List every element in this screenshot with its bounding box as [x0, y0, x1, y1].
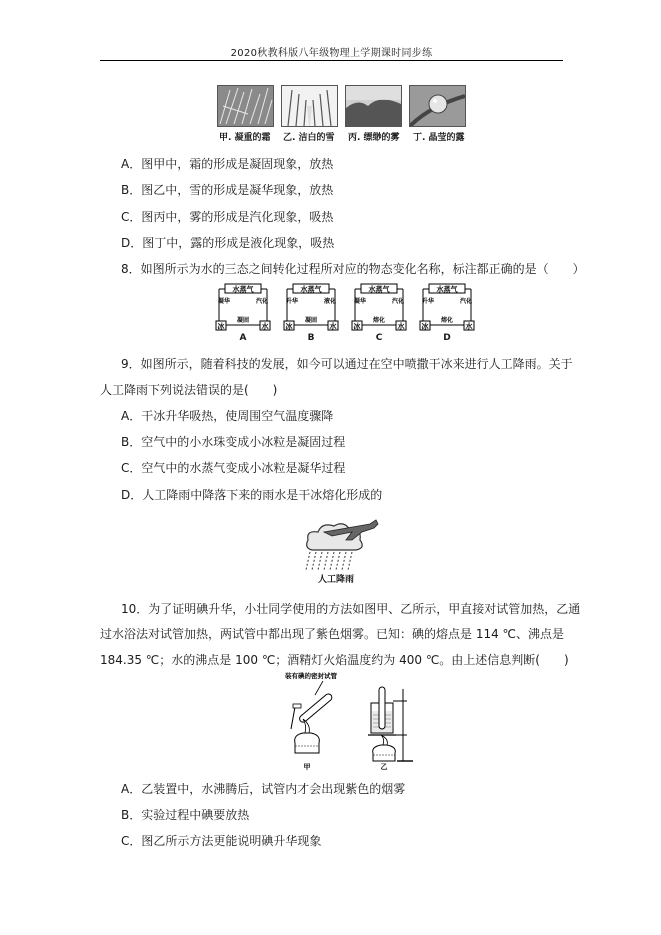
diagram-right-label: 液化 — [323, 298, 337, 305]
diagram-left-label: 凝华 — [353, 298, 367, 305]
diagram-bottom-label: 熔化 — [372, 317, 386, 324]
q8-diagram-c — [351, 283, 407, 331]
diagram-top-label: 水蒸气 — [300, 285, 322, 294]
diagram-ice-label: 冰 — [285, 322, 293, 331]
q9-option-c: C．空气中的水蒸气变成小冰粒是凝华过程 — [121, 461, 346, 475]
setup-yi — [368, 687, 413, 761]
dew-photo — [409, 85, 466, 127]
diagram-right-label: 汽化 — [255, 298, 269, 305]
diagram-letter: C — [375, 333, 383, 343]
q9-stem-line1: 9．如图所示，随着科技的发展，如今可以通过在空中喷撒干冰来进行人工降雨。关于 — [121, 357, 573, 371]
diagram-ice-label: 冰 — [421, 322, 429, 331]
photo-caption: 丁. 晶莹的露 — [413, 133, 465, 143]
photo-caption: 乙. 洁白的雪 — [283, 133, 335, 143]
frost-photo — [217, 85, 274, 127]
q7-option-d: D．图丁中，露的形成是液化现象，吸热 — [121, 236, 335, 250]
q10-option-b: B．实验过程中碘要放热 — [121, 808, 250, 822]
diagram-right-label: 汽化 — [391, 298, 405, 305]
q8-diagram-d — [419, 283, 475, 331]
diagram-bottom-label: 熔化 — [440, 317, 454, 324]
diagram-bottom-label: 凝固 — [236, 317, 250, 324]
diagram-water-label: 水 — [329, 322, 337, 331]
photo-strip — [217, 85, 463, 143]
diagram-right-label: 汽化 — [459, 298, 473, 305]
q10-stem-line1: 10．为了证明碘升华，小壮同学使用的方法如图甲、乙所示，甲直接对试管加热，乙通 — [121, 602, 581, 616]
q10-option-a: A．乙装置中，水沸腾后，试管内才会出现紫色的烟雾 — [121, 782, 406, 796]
q9-option-b: B．空气中的小水珠变成小冰粒是凝固过程 — [121, 435, 346, 449]
q10-option-c: C．图乙所示方法更能说明碘升华现象 — [121, 834, 322, 848]
sealed-tube-label: 装有碘的密封试管 — [285, 672, 337, 680]
q10-stem-line2: 过水浴法对试管加热，两试管中都出现了紫色烟雾。已知：碘的熔点是 114 ℃、沸点是 — [100, 627, 565, 641]
diagram-letter: A — [239, 333, 247, 343]
q7-option-a: A．图甲中，霜的形成是凝固现象，放热 — [121, 157, 334, 171]
diagram-left-label: 升华 — [285, 298, 299, 305]
diagram-water-label: 水 — [465, 322, 473, 331]
diagram-water-label: 水 — [261, 322, 269, 331]
diagram-top-label: 水蒸气 — [232, 285, 254, 294]
diagram-ice-label: 冰 — [217, 322, 225, 331]
diagram-bottom-label: 凝固 — [304, 317, 318, 324]
q9-option-d: D．人工降雨中降落下来的雨水是干冰熔化形成的 — [121, 488, 383, 502]
diagram-left-label: 升华 — [421, 298, 435, 305]
setup-jia — [291, 693, 333, 753]
photo-caption: 丙. 缥缈的雾 — [348, 133, 400, 143]
q7-option-b: B．图乙中，雪的形成是凝华现象，放热 — [121, 183, 334, 197]
page-header: 2020秋教科版八年级物理上学期课时同步练 — [230, 48, 433, 59]
q9-option-a: A．干冰升华吸热，使周围空气温度骤降 — [121, 409, 334, 423]
diagram-water-label: 水 — [397, 322, 405, 331]
diagram-top-label: 水蒸气 — [436, 285, 458, 294]
fog-photo — [345, 85, 402, 127]
q7-option-c: C．图丙中，雾的形成是汽化现象，吸热 — [121, 210, 334, 224]
header-rule — [100, 60, 563, 61]
snow-photo — [281, 85, 338, 127]
diagram-letter: D — [443, 333, 451, 343]
q8-diagram-b — [283, 283, 339, 331]
photo-caption: 甲. 凝重的霜 — [219, 133, 271, 143]
q8-diagram-a — [215, 283, 271, 331]
iodine-experiment-figure — [283, 671, 423, 771]
diagram-letter: B — [307, 333, 315, 343]
figure-label-yi: 乙 — [380, 763, 388, 771]
q10-stem-line3: 184.35 ℃；水的沸点是 100 ℃；酒精灯火焰温度约为 400 ℃。由上述信息判断( ) — [100, 653, 569, 667]
q8-diagrams — [215, 283, 477, 343]
figure-label-jia: 甲 — [303, 763, 311, 771]
diagram-ice-label: 冰 — [353, 322, 361, 331]
diagram-top-label: 水蒸气 — [368, 285, 390, 294]
q9-stem-line2: 人工降雨下列说法错误的是( ) — [100, 383, 278, 397]
diagram-left-label: 凝华 — [217, 298, 231, 305]
rain-figure-caption: 人工降雨 — [318, 575, 355, 585]
q8-stem: 8．如图所示为水的三态之间转化过程所对应的物态变化名称，标注都正确的是（ ） — [121, 262, 585, 276]
